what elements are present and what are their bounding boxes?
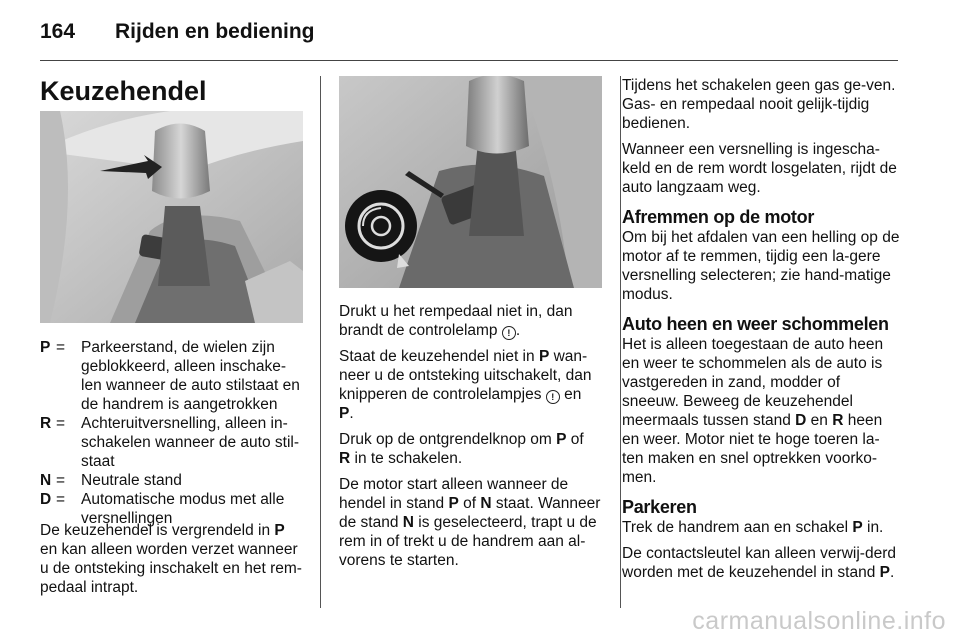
text-span: De keuzehendel is vergrendeld in (40, 522, 275, 539)
text-span: De contactsleutel kan alleen verwij-derd worden met de keuzehendel in stand (622, 545, 896, 581)
watermark: carmanualsonline.info (692, 607, 946, 635)
gear-description: Automatische modus met alle versnellingen (81, 491, 285, 527)
gear-P-label: P (339, 405, 350, 422)
gear-N-label: N (402, 514, 414, 531)
parking-heading: Parkeren (622, 497, 697, 517)
text-span: wan-neer u de ontsteking uitschakelt, dan knipperen de controlelampjes (339, 348, 592, 403)
section-title: Keuzehendel (40, 76, 207, 106)
column-3-text (622, 76, 900, 589)
text-span: Drukt u het rempedaal niet in, dan brandt de controlelamp (339, 303, 573, 339)
brake-pedal-warning-icon: ! (546, 390, 560, 404)
text-span: De motor start alleen wanneer de hendel in stand (339, 476, 569, 512)
gear-definition-row (40, 338, 303, 414)
gear-P-label: P (879, 564, 890, 581)
page-header-title: Rijden en bediening (115, 20, 315, 43)
column-divider-2 (620, 76, 621, 608)
text-span: en kan alleen worden verzet wanneer u de ontsteking inschakelt en het rem-pedaal intrapt. (40, 541, 302, 596)
gear-description: Neutrale stand (81, 472, 182, 489)
text-span: Trek de handrem aan en schakel (622, 519, 853, 536)
gear-key: P (40, 339, 51, 356)
gear-R-label: R (339, 450, 351, 467)
gear-key: D (40, 491, 52, 508)
rocking-heading: Auto heen en weer schommelen (622, 314, 889, 334)
text-span: staat. Wanneer de stand (339, 495, 601, 531)
page-number: 164 (40, 20, 76, 43)
text-span: Druk op de ontgrendelknop om (339, 431, 557, 448)
equals-sign: = (56, 415, 66, 432)
column-divider-1 (320, 76, 321, 608)
column-2-text (339, 302, 601, 577)
gear-D-label: D (795, 412, 807, 429)
gear-P-label: P (274, 522, 285, 539)
gear-P-label: P (538, 348, 550, 365)
gear-P-label: P (556, 431, 567, 448)
unlock-button-photo (339, 76, 602, 288)
lever-locked-paragraph (40, 521, 303, 604)
text-span: Het is alleen toegestaan de auto heen en weer te schommelen als de auto is vastgereden in zand, modder of sneeuw. Beweeg de keuzehendel meermaals tussen stand (622, 336, 884, 429)
engine-braking-paragraph: Om bij het afdalen van een helling op de motor af te remmen, tijdig een la-gere versnelling selecteren; zie hand-matige modus. (622, 229, 900, 303)
creep-paragraph: Wanneer een versnelling is ingescha-keld en de rem wordt losgelaten, rijdt de auto langzaam weg. (622, 141, 897, 196)
text-span: in. (862, 519, 884, 536)
text-span: heen en weer. Motor niet te hoge toeren la-ten maken en snel optrekken voorko-men. (622, 412, 883, 486)
gear-definition-row (40, 471, 303, 490)
gear-P-label: P (448, 495, 459, 512)
selector-lever-photo (40, 111, 303, 323)
gear-key: R (40, 415, 52, 432)
text-span: en (806, 412, 833, 429)
gear-P-label: P (852, 519, 863, 536)
engine-braking-heading: Afremmen op de motor (622, 207, 815, 227)
brake-pedal-warning-icon: ! (502, 326, 516, 340)
text-span: of (566, 431, 584, 448)
gear-R-label: R (832, 412, 844, 429)
text-span: of (458, 495, 481, 512)
gear-key: N (40, 472, 52, 489)
gear-definition-row (40, 414, 303, 471)
gear-description: Parkeerstand, de wielen zijn geblokkeerd, alleen inschake-len wanneer de auto stilstaat en de handrem is aangetrokken (81, 339, 300, 413)
text-span: Staat de keuzehendel niet in (339, 348, 539, 365)
gear-description: Achteruitversnelling, alleen in-schakelen wanneer de auto stil-staat (81, 415, 299, 470)
text-span: . (349, 405, 354, 422)
text-span: is geselecteerd, trapt u de rem in of trekt u de handrem aan al-vorens te starten. (339, 514, 597, 569)
no-throttle-paragraph: Tijdens het schakelen geen gas ge-ven. Gas- en rempedaal nooit gelijk-tijdig bedienen. (622, 77, 896, 132)
text-span: . (890, 564, 895, 581)
text-span: in te schakelen. (350, 450, 463, 467)
gear-positions-list (40, 338, 303, 528)
equals-sign: = (56, 491, 66, 508)
text-span: en (559, 386, 582, 403)
gear-N-label: N (480, 495, 492, 512)
equals-sign: = (56, 339, 66, 356)
equals-sign: = (56, 472, 66, 489)
text-span: . (515, 322, 521, 339)
header-rule (40, 60, 898, 61)
